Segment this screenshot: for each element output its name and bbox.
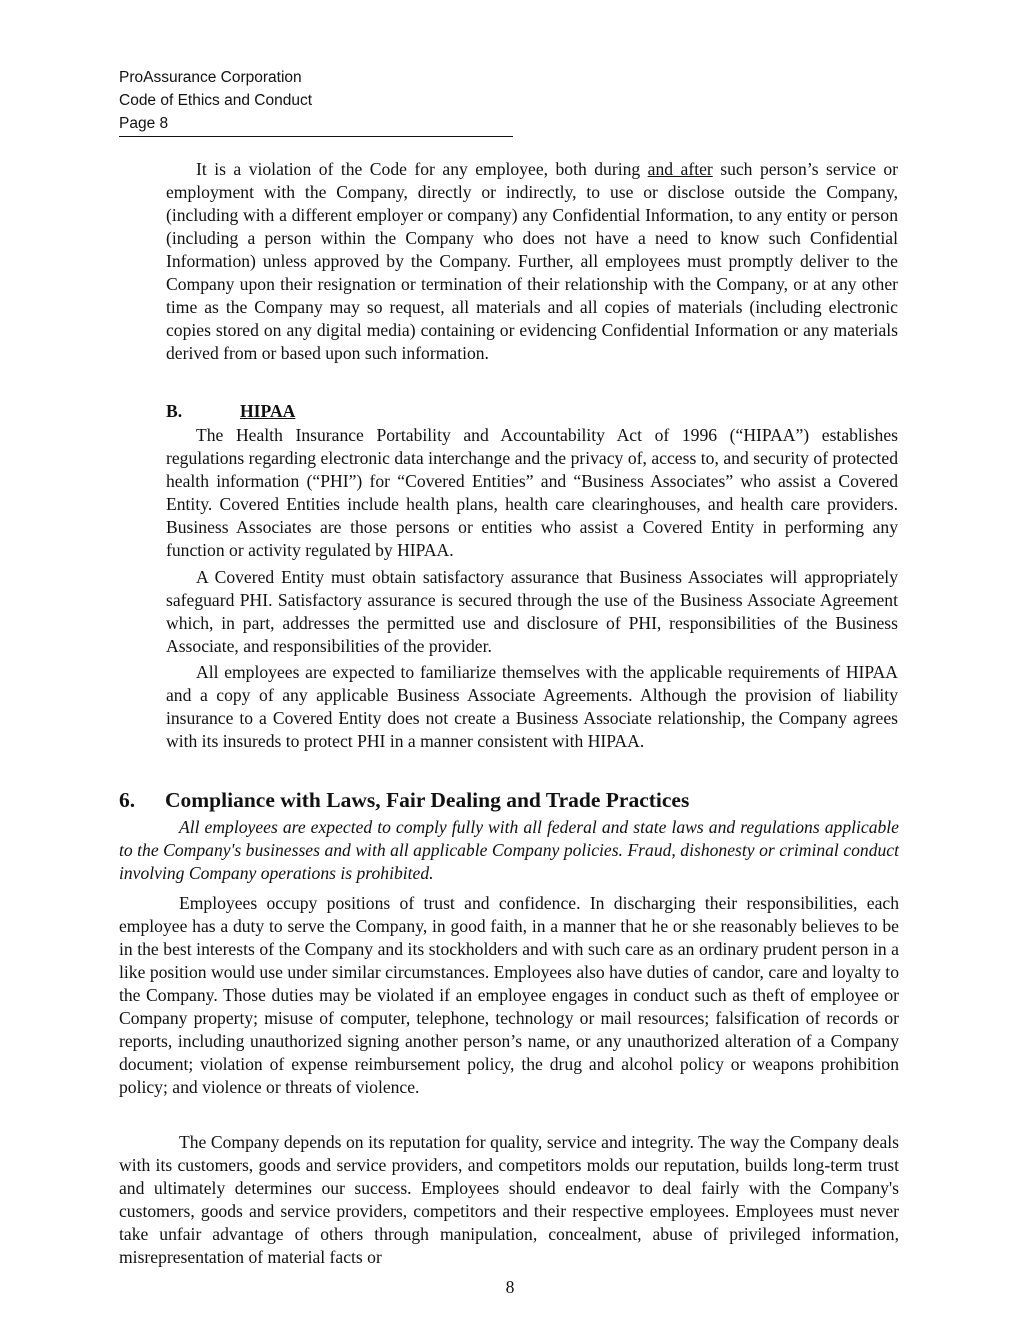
hipaa-heading — [166, 400, 295, 423]
page-header — [119, 66, 513, 137]
confidential-text-end: such person’s service or employment with the Company, directly or indirectly, to use or disclose outside the Company, (including with a different employer or company) any Confidential Information, to any entity or person (including a person within the Company who does not have a need to know such Confidential Information) unless approved by the Company. Further, all employees must promptly deliver to the Company upon their resignation or termination of their relationship with the Company, or at any other time as the Company may so request, all materials and all copies of materials (including electronic copies stored on any digital media) containing or evidencing Confidential Information or any materials derived from or based upon such information. — [166, 159, 898, 363]
page-number: 8 — [505, 1277, 515, 1297]
section-6-paragraph-2: The Company depends on its reputation for quality, service and integrity. The way the Company deals with its customers, goods and service providers, and competitors molds our reputation, builds long-term trust and ultimately determines our success. Employees should endeavor to deal fairly with the Company's customers, goods and service providers, competitors and their respective employees. Employees must never take unfair advantage of others through manipulation, concealment, abuse of privileged information, misrepresentation of material facts or — [119, 1132, 899, 1267]
header-page-label: Page 8 — [119, 115, 169, 132]
section-6-number: 6. — [119, 788, 136, 812]
section-6-heading — [119, 786, 689, 814]
hipaa-paragraph-3: All employees are expected to familiarize themselves with the applicable requirements of HIPAA and a copy of any applicable Business Associate Agreements. Although the provision of liability insurance to a Covered Entity does not create a Business Associate relationship, the Company agrees with its insureds to protect PHI in a manner consistent with HIPAA. — [166, 662, 898, 751]
hipaa-heading-letter: B. — [166, 401, 183, 421]
header-company: ProAssurance Corporation — [119, 69, 302, 86]
hipaa-heading-title: HIPAA — [240, 401, 296, 421]
hipaa-paragraph-2: A Covered Entity must obtain satisfactory assurance that Business Associates will appropriately safeguard PHI. Satisfactory assurance is secured through the use of the Business Associate Agreement which, in part, addresses the permitted use and disclosure of PHI, responsibilities of the Business Associate, and responsibilities of the provider. — [166, 567, 898, 656]
confidential-text-start: It is a violation of the Code for any employee, both during — [196, 159, 648, 179]
section-6-title: Compliance with Laws, Fair Dealing and Trade Practices — [165, 788, 690, 812]
confidential-underlined-phrase: and after — [647, 159, 713, 179]
section-6-summary: All employees are expected to comply fully with all federal and state laws and regulations applicable to the Company's businesses and with all applicable Company policies. Fraud, dishonesty or criminal conduct involving Company operations is prohibited. — [119, 817, 899, 883]
header-document-title: Code of Ethics and Conduct — [119, 92, 313, 109]
hipaa-paragraph-1: The Health Insurance Portability and Accountability Act of 1996 (“HIPAA”) establishes regulations regarding electronic data interchange and the privacy of, access to, and security of protected health information (“PHI”) for “Covered Entities” and “Business Associates” who assist a Covered Entity. Covered Entities include health plans, health care clearinghouses, and health care providers. Business Associates are those persons or entities who assist a Covered Entity in performing any function or activity regulated by HIPAA. — [166, 425, 898, 560]
confidential-info-paragraph — [166, 158, 898, 365]
section-6-paragraph-1: Employees occupy positions of trust and confidence. In discharging their responsibilities, each employee has a duty to serve the Company, in good faith, in a manner that he or she reasonably believes to be in the best interests of the Company and its stockholders and with such care as an ordinary prudent person in a like position would use under similar circumstances. Employees also have duties of candor, care and loyalty to the Company. Those duties may be violated if an employee engages in conduct such as theft of employee or Company property; misuse of computer, telephone, technology or mail resources; falsification of records or reports, including unauthorized signing another person’s name, or any unauthorized alteration of a Company document; violation of expense reimbursement policy, the drug and alcohol policy or weapons prohibition policy; and violence or threats of violence. — [119, 893, 899, 1097]
